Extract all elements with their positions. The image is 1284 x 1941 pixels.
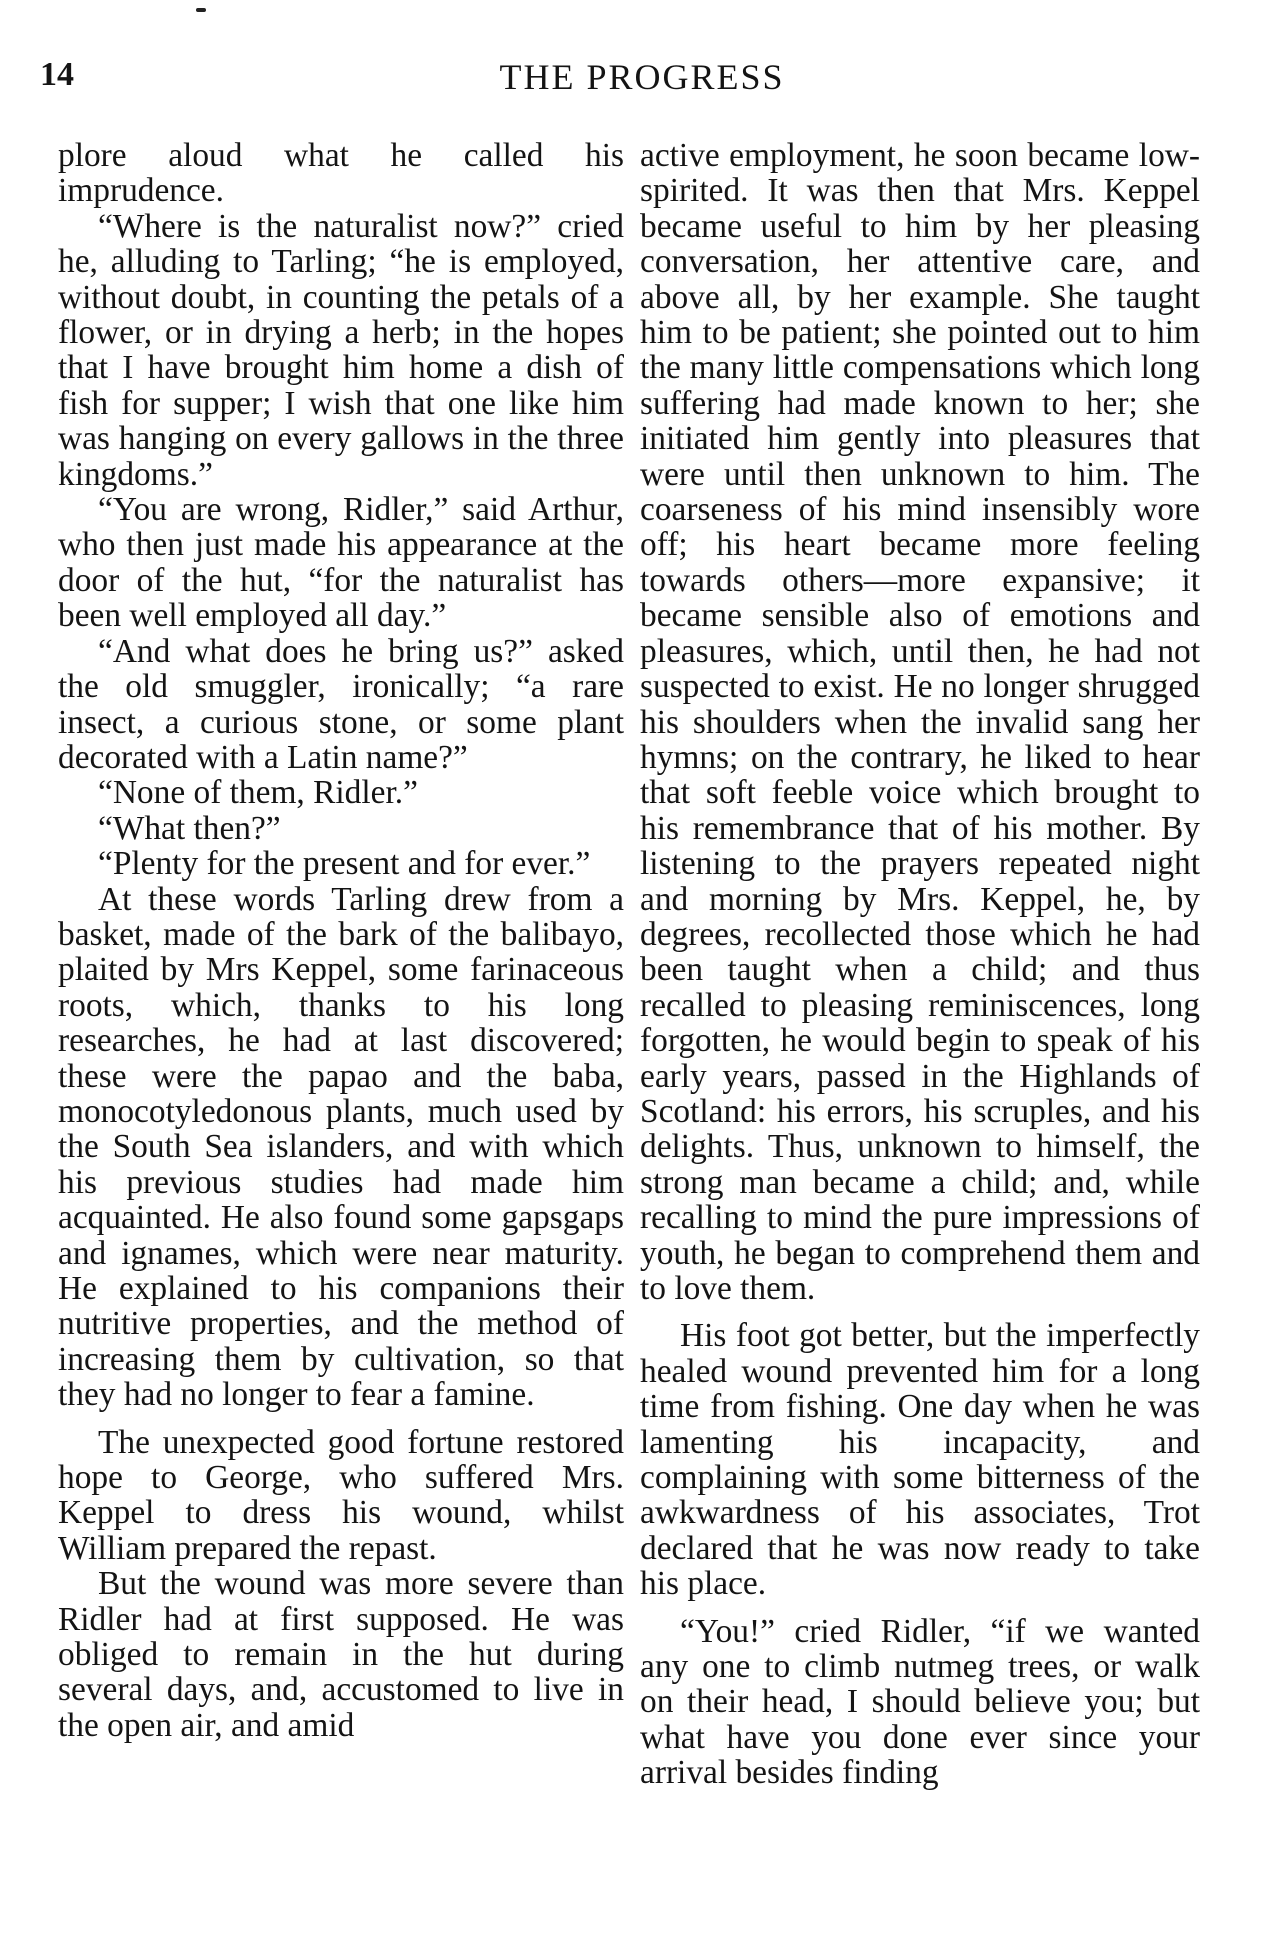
paragraph: At these words Tarling drew from a basket, made of the bark of the balibayo, plaited by Mrs Keppel, some farinaceous roots, which, thanks to his long researches, he had at last discovered; these were the papao and the baba, monocotyledonous plants, much used by the South Sea islanders, and with which his previous studies had made him acquainted. He also found some gapsgaps and ignames, which were near maturity. He explained to his companions their nutritive properties, and the method of increasing them by cultivation, so that they had no longer to fear a famine.: [58, 880, 624, 1414]
paragraph: plore aloud what he called his imprudence.: [58, 137, 624, 210]
paragraph: “Plenty for the present and for ever.”: [98, 845, 591, 883]
paragraph: “You!” cried Ridler, “if we wanted any one to climb nutmeg trees, or walk on their head, I should believe you; but what have you done ever since your arrival besides finding: [640, 1612, 1200, 1792]
paragraph: “You are wrong, Ridler,” said Arthur, who then just made his appearance at the door of the hut, “for the naturalist has been well employed all day.”: [58, 491, 624, 635]
running-title: THE PROGRESS: [499, 57, 785, 97]
right-column: [640, 138, 1200, 1791]
paragraph: The unexpected good fortune restored hope to George, who suffered Mrs. Keppel to dress his wound, whilst William prepared the repast.: [58, 1423, 624, 1567]
paragraph: “What then?”: [98, 809, 281, 847]
ink-speck: [196, 8, 206, 12]
paragraph: “None of them, Ridler.”: [98, 774, 418, 812]
page-number: 14: [40, 56, 74, 93]
paragraph: His foot got better, but the imperfectly healed wound prevented him for a long time from fishing. One day when he was lamenting his incapacity, and complaining with some bitterness of the awkwardness of his associates, Trot declared that he was now ready to take his place.: [640, 1317, 1200, 1603]
paragraph: “And what does he bring us?” asked the old smuggler, ironically; “a rare insect, a curious stone, or some plant decorated with a Latin name?”: [58, 632, 624, 776]
paragraph: But the wound was more severe than Ridler had at first supposed. He was obliged to remain in the hut during several days, and, accustomed to live in the open air, and amid: [58, 1565, 624, 1744]
left-column: [58, 138, 624, 1743]
paragraph: active employment, he soon became low-spirited. It was then that Mrs. Keppel became useful to him by her pleasing conversation, her attentive care, and above all, by her example. She taught him to be patient; she pointed out to him the many little compensations which long suffering had made known to her; she initiated him gently into pleasures that were until then unknown to him. The coarseness of his mind insensibly wore off; his heart became more feeling towards others—more expansive; it became sensible also of emotions and pleasures, which, until then, he had not suspected to exist. He no longer shrugged his shoulders when the invalid sang her hymns; on the contrary, he liked to hear that soft feeble voice which brought to his remembrance that of his mother. By listening to the prayers repeated night and morning by Mrs. Keppel, he, by degrees, recollected those which he had been taught when a child; and thus recalled to pleasing reminiscences, long forgotten, he would begin to speak of his early years, passed in the Highlands of Scotland: his errors, his scruples, and his delights. Thus, unknown to himself, the strong man became a child; and, while recalling to mind the pure impressions of youth, he began to comprehend them and to love them.: [640, 137, 1200, 1307]
paragraph: “Where is the naturalist now?” cried he, alluding to Tarling; “he is employed, without doubt, in counting the petals of a flower, or in drying a herb; in the hopes that I have brought him home a dish of fish for supper; I wish that one like him was hanging on every gallows in the three kingdoms.”: [58, 207, 624, 493]
